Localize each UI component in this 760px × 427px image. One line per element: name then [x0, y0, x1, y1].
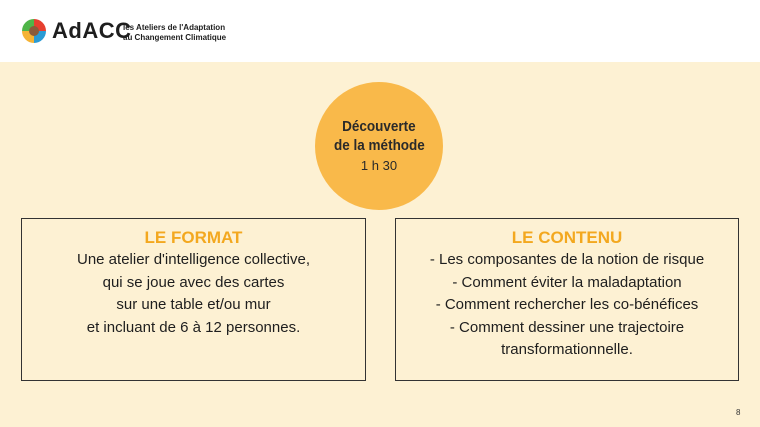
format-line: et incluant de 6 à 12 personnes. — [86, 318, 301, 336]
header — [0, 0, 760, 62]
session-circle — [315, 82, 443, 210]
contenu-title: LE CONTENU — [511, 228, 623, 247]
contenu-line: - Comment dessiner une trajectoire — [449, 318, 685, 336]
format-line: Une atelier d'intelligence collective, — [77, 251, 310, 268]
format-line: sur une table et/ou mur — [116, 296, 271, 313]
contenu-box — [395, 218, 739, 381]
page-number: 8 — [736, 408, 741, 417]
contenu-line: - Les composantes de la notion de risque — [429, 251, 705, 268]
circle-line-2: de la méthode — [333, 137, 425, 154]
contenu-line: - Comment rechercher les co-bénéfices — [435, 296, 699, 313]
tagline-line-1: les Ateliers de l'Adaptation — [123, 23, 226, 32]
format-title: LE FORMAT — [144, 228, 243, 247]
contenu-line: transformationnelle. — [501, 341, 633, 358]
format-line: qui se joue avec des cartes — [102, 273, 285, 291]
circle-duration: 1 h 30 — [360, 158, 398, 173]
circle-line-1: Découverte — [342, 118, 416, 135]
brand-tagline — [123, 23, 226, 43]
colorful-circle-logo-icon — [22, 19, 46, 43]
tagline-line-2: au Changement Climatique — [123, 33, 227, 42]
contenu-line: - Comment éviter la maladaptation — [452, 273, 682, 291]
format-box — [21, 218, 366, 381]
brand-name: AdACC — [52, 18, 132, 43]
